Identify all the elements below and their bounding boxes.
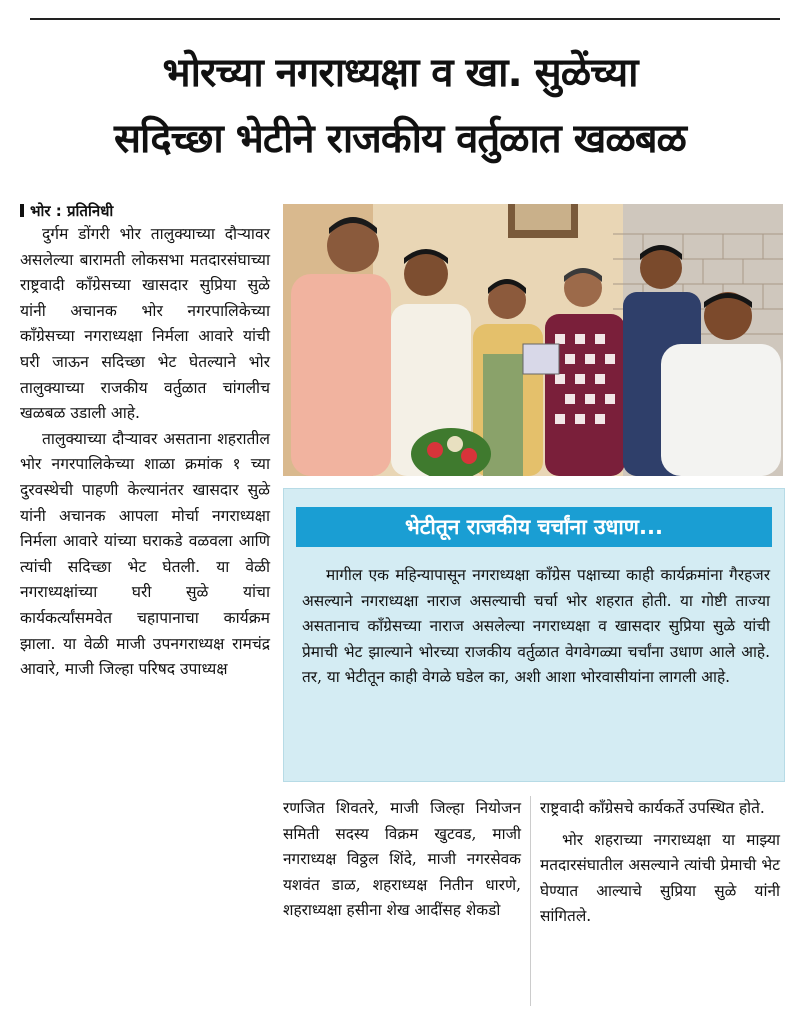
middle-column: रणजित शिवतरे, माजी जिल्हा नियोजन समिती सदस्य विक्रम खुटवड, माजी नगराध्यक्ष विठ्ठल शिंदे, माजी नगरसेवक यशवंत डाळ, शहराध्यक्ष नितीन धारणे, शहराध्यक्षा हसीना शेख आदींसह शेकडो <box>283 799 521 920</box>
sidebar-box <box>283 488 785 782</box>
news-photo <box>283 204 783 476</box>
right-column <box>540 796 780 930</box>
left-paragraph-1: दुर्गम डोंगरी भोर तालुक्याच्या दौऱ्यावर असलेल्या बारामती लोकसभा मतदारसंघाच्या राष्ट्रवादी काँग्रेसच्या खासदार सुप्रिया सुळे यांनी अचानक भोर नगरपालिकेच्या काँग्रेसच्या नगराध्यक्षा निर्मला आवारे यांची घरी जाऊन सदिच्छा भेट घेतल्याने भोर तालुक्याच्या राजकीय वर्तुळात चांगलीच खळबळ उडाली आहे. <box>20 225 270 423</box>
headline <box>0 40 800 172</box>
sidebar-box-title: भेटीतून राजकीय चर्चांना उधाण... <box>296 507 772 547</box>
column-divider <box>530 796 531 1006</box>
top-rule <box>30 18 780 20</box>
right-paragraph-1: राष्ट्रवादी काँग्रेसचे कार्यकर्ते उपस्थित होते. <box>540 799 765 817</box>
dateline-text: भोर : प्रतिनिधी <box>30 202 114 220</box>
headline-line-1: भोरच्या नगराध्यक्षा व खा. सुळेंच्या <box>162 50 638 96</box>
right-paragraph-2: भोर शहराच्या नगराध्यक्षा या माझ्या मतदारसंघातील असल्याने त्यांची प्रेमाची भेट घेण्यात आल्याचे सुप्रिया सुळे यांनी सांगितले. <box>540 830 780 926</box>
left-paragraph-2: तालुक्याच्या दौऱ्यावर असताना शहरातील भोर नगरपालिकेच्या शाळा क्रमांक १ च्या दुरवस्थेची पाहणी केल्यानंतर खासदार सुळे यांनी अचानक आपला मोर्चा नगराध्यक्षा निर्मला आवारे यांच्या घराकडे वळवला आणि त्यांची सदिच्छा भेट घेतली. या वेळी नगराध्यक्षांच्या घरी सुळे यांचा कार्यकर्त्यांसमवेत चहापानाचा कार्यक्रम झाला. या वेळी माजी उपनगराध्यक्ष रामचंद्र आवारे, माजी जिल्हा परिषद उपाध्यक्ष <box>20 429 270 679</box>
sidebar-box-body: मागील एक महिन्यापासून नगराध्यक्षा काँग्रेस पक्षाच्या काही कार्यक्रमांना गैरहजर असल्याने नगराध्यक्षा नाराज असल्याची चर्चा भोर शहरात होती. या गोष्टी ताज्या असतानाच काँग्रेसच्या नाराज असलेल्या नगराध्यक्षा व खासदार सुप्रिया सुळे यांची प्रेमाची भेट झाल्याने भोरच्या राजकीय वर्तुळात वेगवेगळ्या चर्चांना उधाण आले आहे. तर, या भेटीतून काही वेगळे घडेल का, अशी आशा भोरवासीयांना लागली आहे. <box>302 566 770 686</box>
dateline <box>20 200 270 222</box>
dateline-bar <box>20 204 24 217</box>
headline-line-2: सदिच्छा भेटीने राजकीय वर्तुळात खळबळ <box>114 116 686 162</box>
left-column <box>20 200 270 683</box>
